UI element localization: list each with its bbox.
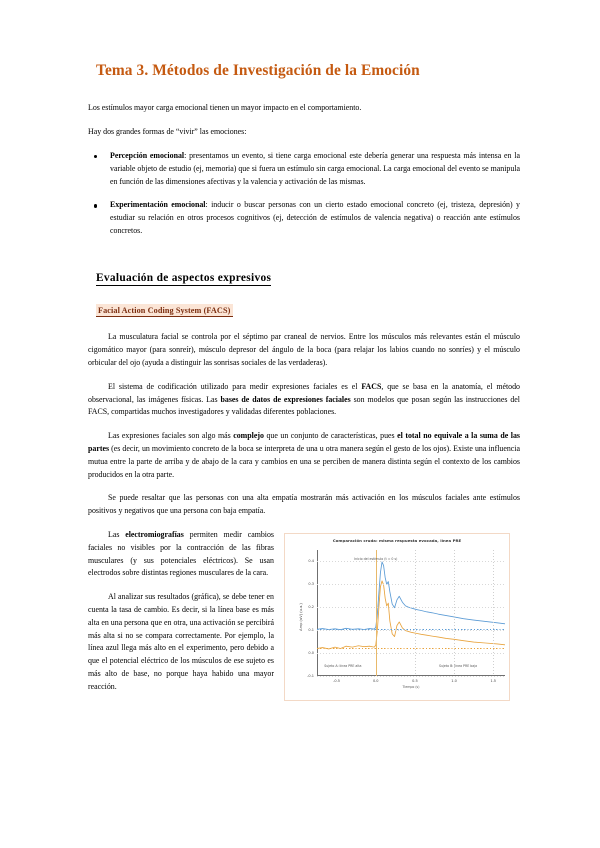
chart-gridline-horizontal: [317, 561, 505, 562]
chart-gridline-horizontal: [317, 630, 505, 631]
chart-y-tick-label: 0.0: [308, 651, 314, 655]
paragraph-electromiografias: [88, 529, 274, 580]
chart-x-tick-label: 1.5: [490, 678, 497, 683]
bullet-text: : inducir o buscar personas con un cierto estado emocional concreto (ej, tristeza, depresión) y estudiar su relación en otros procesos cognitivos (ej, detección de estímulos de valencia negativa) o reacción ante estímulos concretos.: [110, 200, 520, 236]
section-heading-wrap: [88, 252, 520, 300]
chart-stimulus-line: [376, 550, 377, 676]
two-column-region: [88, 529, 520, 705]
chart-x-tick-label: 0.0: [372, 678, 379, 683]
text-run: Las: [108, 529, 126, 539]
chart-annotation: Sujeto A: línea PRE alta: [324, 663, 362, 668]
chart-gridline-vertical: [454, 550, 455, 676]
chart-y-tick-label: 0.2: [308, 605, 314, 610]
chart-title: Comparación cruda: misma respuesta evocada, línea PRE: [332, 537, 462, 543]
emotion-forms-list: [88, 150, 520, 238]
paragraph-facs: [88, 381, 520, 419]
text-run: , que se basa en la anatomía, el método observacional, las imágenes físicas. Las: [88, 381, 520, 404]
bold-complejo: complejo: [233, 431, 264, 441]
chart-x-axis-label: Tiempo (s): [402, 684, 420, 689]
intro-paragraph-2: Hay dos grandes formas de “vivir” las emociones:: [88, 127, 247, 137]
list-item: [88, 150, 520, 188]
paragraph-analisis: Al analizar sus resultados (gráfica), se debe tener en cuenta la tasa de cambio. Es decir, si la línea base es más alta en una persona que en otra, una activación se percibirá más alta si no se compara correctamente. Por ejemplo, la línea azul llega más alto en el experimento, pero debido a que el potencial eléctrico de los músculos de ese sujeto es más alto de base, no porque haya habido una mayor reacción.: [88, 592, 275, 691]
chart-plot-area: [307, 550, 505, 689]
chart-y-tick-label: 0.4: [308, 559, 314, 564]
chart-gridline-horizontal: [317, 653, 505, 654]
chart-column: [284, 529, 520, 705]
chart-y-tick-label: 0.3: [308, 582, 314, 587]
bold-facs: FACS: [361, 381, 382, 391]
paragraph-complejo: [88, 430, 520, 481]
chart-series-line: [317, 562, 505, 630]
chart-y-tick-label: -0.1: [307, 673, 314, 678]
chart-gridline-horizontal: [317, 584, 505, 585]
chart-baseline-reference: [317, 648, 505, 649]
text-run: (es decir, un movimiento concreto de la boca se interpreta de una u otra manera según el gesto de los ojos). Existe una influencia mutua entre la parte de arriba y de abajo de la cara y cambios en una se perciben de manera distinta según el contexto de los cambios producidos en la otra parte.: [88, 443, 520, 479]
paragraph-empatia: Se puede resaltar que las personas con una alta empatía mostrarán más activación en los músculos faciales ante estímulos positivos y negativos que una persona con baja empatía.: [88, 493, 520, 516]
section-heading: Evaluación de aspectos expresivos: [96, 271, 272, 284]
text-run: Las expresiones faciales son algo más: [108, 431, 234, 441]
emg-chart: [284, 533, 510, 701]
chart-traces: [317, 550, 505, 676]
subsection-heading: Facial Action Coding System (FACS): [96, 304, 233, 317]
chart-series-line: [317, 581, 505, 649]
chart-annotation: Inicio del estímulo (t = 0 s): [354, 557, 398, 562]
bullet-term: Percepción emocional: [110, 151, 185, 161]
text-run: permiten medir cambios faciales no visibles por la contracción de las fibras musculares (y sus potenciales eléctricos). Se usan electrodos sobre distintas regiones musculares de la cara.: [88, 529, 274, 578]
chart-gridline-vertical: [415, 550, 416, 676]
subsection-heading-wrap: [88, 300, 520, 332]
chart-gridline-vertical: [337, 550, 338, 676]
intro-paragraph-1: Los estímulos mayor carga emocional tienen un mayor impacto en el comportamiento.: [88, 103, 362, 113]
chart-x-tick-label: -0.5: [333, 678, 340, 683]
chart-gridline-horizontal: [317, 607, 505, 608]
text-run: El sistema de codificación utilizado para medir expresiones faciales es el: [108, 381, 362, 391]
chart-x-tick-label: 1.0: [451, 678, 457, 683]
bullet-text: : presentamos un evento, si tiene carga emocional este debería generar una respuesta más intensa en la variable objeto de estudio (ej, memoria) que si fuera un estímulo sin carga emocional. La carga emocional del evento se manipula en función de las dimensiones afectivas y la valencia y activación de las mismas.: [110, 151, 520, 186]
left-text-column: [88, 529, 274, 705]
chart-x-tick-label: 0.5: [412, 678, 418, 683]
bold-bases-datos: bases de datos de expresiones faciales: [220, 394, 351, 404]
text-run: son modelos que posan según las instrucciones del FACS, compartidas muchos investigadores y validadas diferentes poblaciones.: [88, 394, 520, 417]
text-run: que un conjunto de características, pues: [263, 431, 398, 441]
chart-y-axis-label: Amp (uV) (u.a.): [298, 603, 303, 631]
chart-y-tick-label: 0.1: [308, 628, 314, 633]
paragraph-musculatura: La musculatura facial se controla por el séptimo par craneal de nervios. Entre los músculos más relevantes están el músculo cigomático mayor (para sonreír), músculo depresor del ángulo de la boca (para relajar los labios cuando no sonríes) y el músculo orbicular del ojo (ayuda a distinguir las sonrisas sociales de las verdaderas).: [88, 332, 520, 367]
bullet-term: Experimentación emocional: [110, 200, 206, 210]
chart-gridline-horizontal: [317, 676, 505, 677]
bold-electromiografias: electromiografías: [125, 529, 184, 539]
chart-baseline-reference: [317, 629, 505, 630]
bold-total-no-equivale: el total no equivale a la suma de las partes: [88, 431, 520, 453]
chart-annotation: Sujeto B: línea PRE baja: [438, 663, 478, 668]
list-item: [88, 199, 520, 237]
page-title: Tema 3. Métodos de Investigación de la Emoción: [96, 62, 420, 79]
chart-gridline-vertical: [493, 550, 494, 676]
